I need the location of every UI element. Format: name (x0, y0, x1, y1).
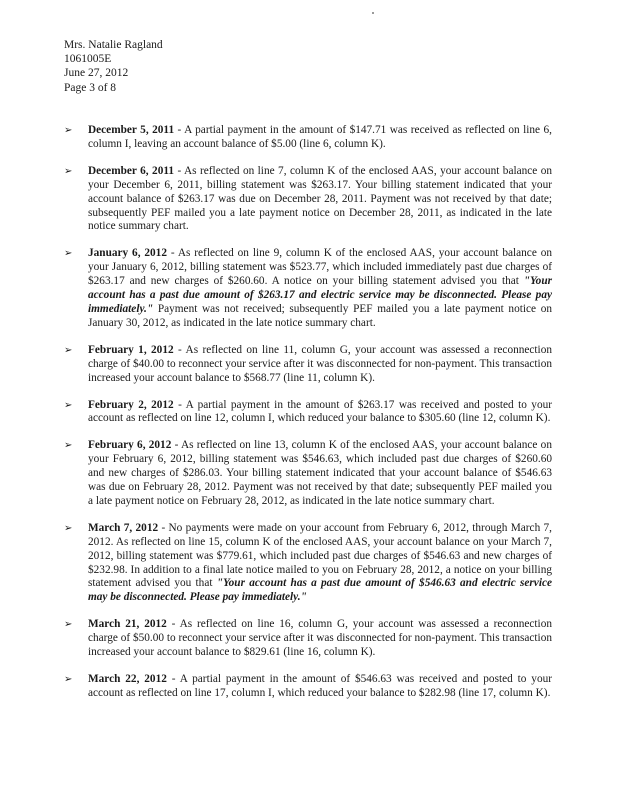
arrow-bullet-icon: ➢ (64, 165, 73, 177)
arrow-bullet-icon: ➢ (64, 399, 73, 411)
entry-text: - As reflected on line 11, column G, your account was assessed a reconnection charge of $40.00 to reconnect your service after it was disconnected for non-payment. This transaction increased your account balance to $568.77 (line 11, column K). (88, 343, 552, 384)
list-item (64, 344, 552, 386)
list-item (64, 522, 552, 605)
page-number: Page 3 of 8 (64, 81, 117, 94)
letter-header (64, 38, 163, 95)
entry-text: - As reflected on line 7, column K of the enclosed AAS, your account balance on your December 6, 2011, billing statement was $263.17. Your billing statement indicated that your account balance of $263.17 was due on December 28, 2011. Payment was not received by that date; subsequently PEF mailed you a late payment notice on December 28, 2011, as indicated in the late notice summary chart. (88, 164, 553, 233)
list-item (64, 124, 552, 152)
list-item (64, 165, 552, 235)
entry-text: Payment was not received; subsequently PEF mailed you a late payment notice on January 30, 2012, as indicated in the late notice summary chart. (88, 302, 552, 329)
disconnection-notice-quote: "Your account has a past due amount of $263.17 and electric service may be disconnected. Please pay immediately." (88, 275, 552, 315)
arrow-bullet-icon: ➢ (64, 125, 73, 136)
entry-text: - A partial payment in the amount of $263.17 was received and posted to your account as reflected on line 12, column I, which reduced your balance to $305.60 (line 12, column K). (88, 398, 552, 425)
arrow-bullet-icon: ➢ (64, 674, 73, 685)
list-item (64, 673, 552, 701)
letter-date: June 27, 2012 (64, 67, 129, 80)
list-item (64, 399, 552, 427)
entry-date: February 2, 2012 (88, 398, 174, 411)
arrow-bullet-icon: ➢ (64, 440, 73, 452)
disconnection-notice-quote: "Your account has a past due amount of $546.63 and electric service may be disconnected. Please pay immediately." (88, 577, 552, 604)
entry-text: - As reflected on line 16, column G, your account was assessed a reconnection charge of $50.00 to reconnect your service after it was disconnected for non-payment. This transaction increased your account balance to $829.61 (line 16, column K). (88, 618, 552, 659)
entry-text: - A partial payment in the amount of $147.71 was received as reflected on line 6, column I, leaving an account balance of $5.00 (line 6, column K). (88, 124, 552, 150)
arrow-bullet-icon: ➢ (64, 248, 73, 260)
entry-date: February 6, 2012 (88, 439, 172, 452)
arrow-bullet-icon: ➢ (64, 344, 73, 356)
transaction-list (64, 124, 552, 714)
list-item (64, 618, 552, 660)
entry-date: March 21, 2012 (88, 618, 167, 631)
account-number: 1061005E (64, 53, 112, 66)
entry-date: December 5, 2011 (88, 124, 175, 136)
list-item (64, 439, 552, 509)
recipient-name: Mrs. Natalie Ragland (64, 39, 163, 51)
entry-date: December 6, 2011 (88, 164, 175, 177)
scan-speck (372, 12, 374, 14)
entry-text: - A partial payment in the amount of $546.63 was received and posted to your account as reflected on line 17, column I, which reduced your balance to $282.98 (line 17, column K). (88, 673, 553, 699)
entry-date: January 6, 2012 (88, 247, 167, 260)
entry-text: - As reflected on line 13, column K of the enclosed AAS, your account balance on your February 6, 2012, billing statement was $546.63, which included past due charges of $260.60 and new charges of $286.03. Your billing statement indicated that your account balance of $546.63 was due on February 28, 2012. Payment was not received by that date; subsequently PEF mailed you a late payment notice on February 28, 2012, as indicated in the late notice summary chart. (88, 439, 552, 507)
arrow-bullet-icon: ➢ (64, 619, 73, 631)
entry-date: March 7, 2012 (88, 521, 159, 534)
entry-date: March 22, 2012 (88, 673, 167, 685)
arrow-bullet-icon: ➢ (64, 522, 73, 534)
entry-text: - As reflected on line 9, column K of the enclosed AAS, your account balance on your January 6, 2012, billing statement was $523.77, which included immediately past due charges of $263.17 and new charges of $260.60. A notice on your billing statement advised you that (88, 247, 553, 288)
list-item (64, 247, 552, 330)
entry-date: February 1, 2012 (88, 343, 174, 356)
entry-text: - No payments were made on your account from February 6, 2012, through March 7, 2012. As reflected on line 15, column K of the enclosed AAS, your account balance on your March 7, 2012, billing statement was $779.61, which included past due charges of $546.63 and new charges of $232.98. In addition to a final late notice mailed to you on February 28, 2012, a notice on your billing statement advised you that (88, 521, 552, 590)
